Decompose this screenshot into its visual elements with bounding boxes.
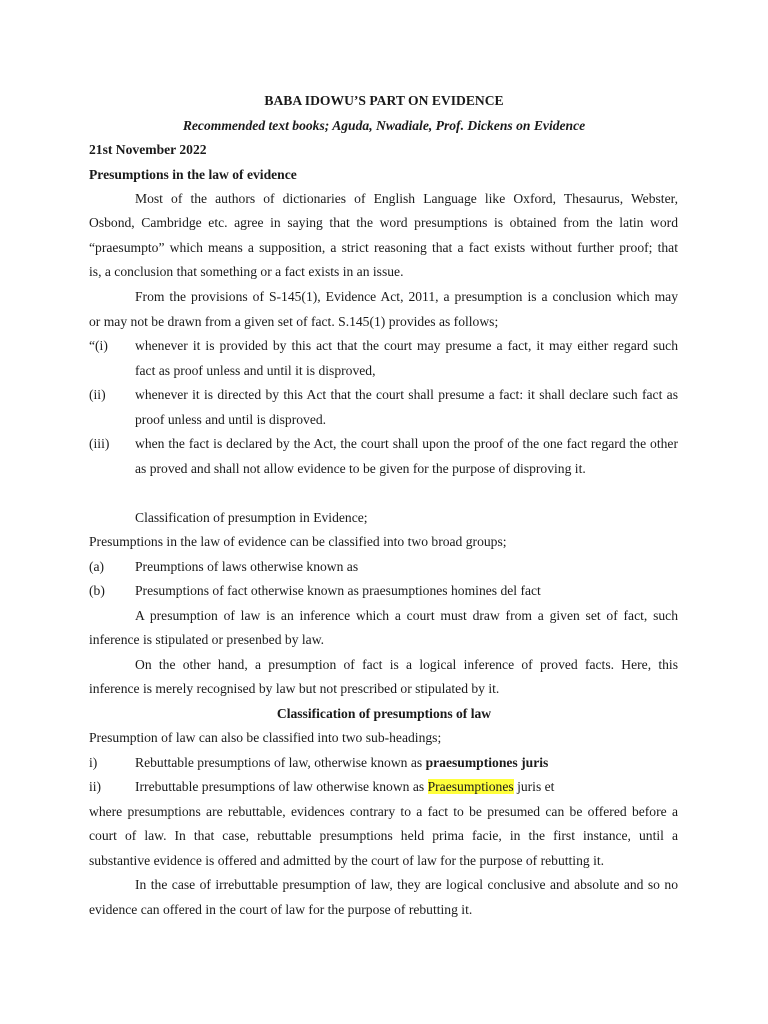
provision-number: (iii) [89,436,110,451]
sub-item-label: Rebuttable presumptions of law, otherwise known as [135,755,426,770]
provision-line: fact as proof unless and until it is disproved, [135,363,376,378]
para1-line1: Most of the authors of dictionaries of English Language like Oxford, Thesaurus, Webster, [135,191,678,206]
section-heading-presumptions: Presumptions in the law of evidence [89,167,297,182]
section-heading-classification: Classification of presumptions of law [276,706,492,721]
group-text: Preumptions of laws otherwise known as [135,559,359,574]
provision-number: “(i) [89,338,108,353]
document-date: 21st November 2022 [89,142,207,157]
provision-line: proof unless and until is disproved. [135,412,327,427]
para4-line1: On the other hand, a presumption of fact is a logical inference of proved facts. Here, this [135,657,678,672]
provision-line: whenever it is provided by this act that the court may presume a fact, it may either regard such [135,338,678,353]
para1-line3: “praesumpto” which means a supposition, a strict reasoning that a fact exists without further proof; that [89,240,678,255]
document-title: BABA IDOWU’S PART ON EVIDENCE [264,93,504,108]
classification-intro: Classification of presumption in Evidence; [135,510,368,525]
para2-line1: From the provisions of S-145(1), Evidence Act, 2011, a presumption is a conclusion which may [135,289,678,304]
para3-line2: inference is stipulated or presenbed by law. [89,632,325,647]
group-text: Presumptions of fact otherwise known as praesumptiones homines del fact [135,583,541,598]
sub-item-rest: juris et [513,779,555,794]
group-number: (b) [89,583,105,598]
para5-line2: court of law. In that case, rebuttable presumptions held prima facie, in the first instance, until a [89,828,678,843]
document-subtitle: Recommended text books; Aguda, Nwadiale, Prof. Dickens on Evidence [182,118,586,133]
para3-line1: A presumption of law is an inference which a court must draw from a given set of fact, such [135,608,678,623]
para1-line2: Osbond, Cambridge etc. agree in saying that the word presumptions is obtained from the latin word [89,215,678,230]
sub-item-label: Irrebuttable presumptions of law otherwise known as [135,779,428,794]
group-number: (a) [89,559,105,574]
provision-number: (ii) [89,387,106,402]
provision-line: as proved and shall not allow evidence to be given for the purpose of disproving it. [135,461,586,476]
para6-line2: evidence can offered in the court of law for the purpose of rebutting it. [89,902,473,917]
para6-line1: In the case of irrebuttable presumption of law, they are logical conclusive and absolute and so no [135,877,678,892]
sub-item-text [135,754,548,772]
sub-intro: Presumption of law can also be classified into two sub-headings; [89,730,442,745]
provision-line: when the fact is declared by the Act, the court shall upon the proof of the one fact regard the other [135,436,678,451]
sub-item-number: i) [89,755,98,770]
para2-line2: or may not be drawn from a given set of fact. S.145(1) provides as follows; [89,314,499,329]
para4-line2: inference is merely recognised by law but not prescribed or stipulated by it. [89,681,500,696]
para5-line1: where presumptions are rebuttable, evidences contrary to a fact to be presumed can be offered before a [89,804,678,819]
sub-item-number: ii) [89,779,102,794]
para1-line4: is, a conclusion that something or a fact exists in an issue. [89,264,404,279]
provision-line: whenever it is directed by this Act that the court shall presume a fact: it shall declare such fact as [135,387,678,402]
sub-item-text [135,778,554,796]
sub-item-bold-term: praesumptiones juris [425,755,549,770]
classification-line: Presumptions in the law of evidence can be classified into two broad groups; [89,534,507,549]
highlighted-term: Praesumptiones [427,779,514,794]
para5-line3: substantive evidence is offered and admitted by the court of law for the purpose of rebutting it. [89,853,605,868]
